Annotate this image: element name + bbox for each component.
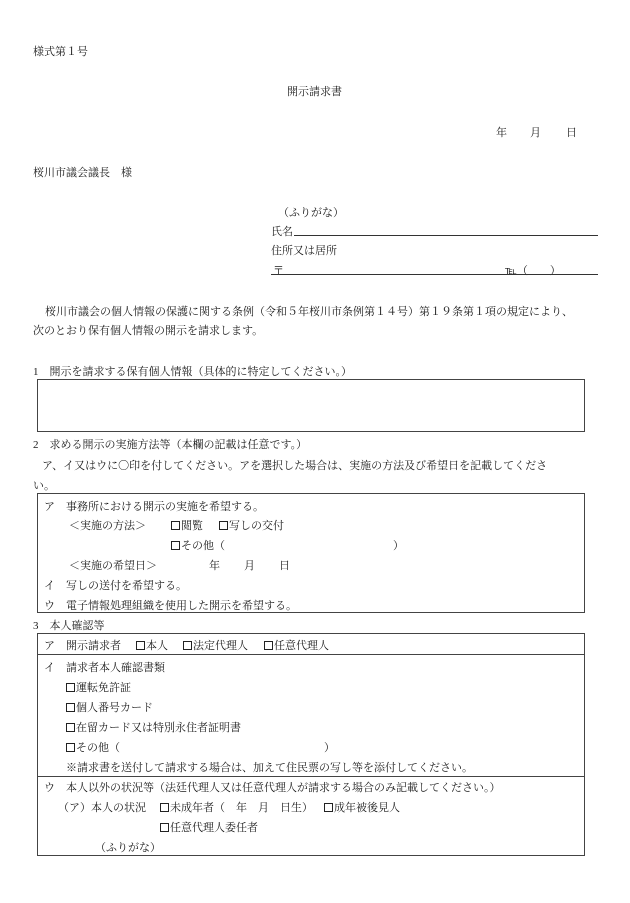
desired-date-label: ＜実施の希望日＞	[69, 560, 157, 572]
section-2-note-line-1: ア、イ又はウに〇印を付してください。アを選択した場合は、実施の方法及び希望日を記載してくださ	[42, 460, 548, 472]
copy-checkbox[interactable]	[219, 521, 228, 530]
minor-label: 未成年者（ 年 月 日生）	[170, 802, 313, 814]
applicant-furigana-label: （ふりがな）	[278, 207, 344, 219]
self-checkbox[interactable]	[136, 641, 145, 650]
residence-card-label: 在留カード又は特別永住者証明書	[76, 722, 241, 734]
non-self-status-label: ウ 本人以外の状況等（法廷代理人又は任意代理人が請求する場合のみ記載してください。）	[44, 782, 501, 794]
requester-proxy-option[interactable]	[264, 637, 329, 653]
license-label: 運転免許証	[76, 682, 131, 694]
intro-line-2: 次のとおり保有個人情報の開示を請求します。	[33, 325, 264, 337]
intro-line-1: 桜川市議会の個人情報の保護に関する条例（令和５年桜川市条例第１４号）第１９条第１項の規定により、	[45, 306, 573, 318]
applicant-name-field[interactable]	[294, 235, 598, 236]
doc-mynumber-option[interactable]	[66, 699, 153, 715]
minor-checkbox[interactable]	[160, 803, 169, 812]
option-i-mail-copy[interactable]: イ 写しの送付を希望する。	[44, 580, 187, 592]
option-u-electronic[interactable]: ウ 電子情報処理組織を使用した開示を希望する。	[44, 600, 297, 612]
mail-attachment-note: ※請求書を送付して請求する場合は、加えて住民票の写し等を添付してください。	[66, 762, 473, 774]
license-checkbox[interactable]	[66, 683, 75, 692]
requester-legal-option[interactable]	[183, 637, 248, 653]
id-docs-label: イ 請求者本人確認書類	[44, 662, 165, 674]
proxy-checkbox[interactable]	[264, 641, 273, 650]
residence-card-checkbox[interactable]	[66, 723, 75, 732]
view-label: 閲覧	[181, 520, 203, 532]
other-doc-checkbox[interactable]	[66, 743, 75, 752]
date-year-label: 年	[496, 127, 507, 139]
other-doc-label: その他（	[76, 742, 120, 754]
status-minor-option[interactable]	[160, 799, 313, 815]
status-adult-ward-option[interactable]	[324, 799, 400, 815]
view-checkbox[interactable]	[171, 521, 180, 530]
doc-other-option[interactable]	[66, 739, 120, 755]
section-2-heading: 2 求める開示の実施方法等（本欄の記載は任意です。）	[33, 439, 308, 451]
method-copy-option[interactable]	[219, 517, 284, 533]
section-3-heading: 3 本人確認等	[33, 620, 105, 632]
date-month-label: 月	[530, 127, 541, 139]
proxy-delegator-checkbox[interactable]	[160, 823, 169, 832]
option-a-office-disclosure[interactable]: ア 事務所における開示の実施を希望する。	[44, 501, 264, 513]
doc-residence-option[interactable]	[66, 719, 241, 735]
form-number: 様式第１号	[33, 46, 88, 58]
tel-label: ℡（ ）	[505, 265, 561, 277]
desired-year-label: 年	[209, 560, 220, 572]
method-view-option[interactable]	[171, 517, 203, 533]
page-title: 開示請求書	[287, 86, 342, 98]
method-other-option[interactable]	[171, 537, 225, 553]
other-method-close-paren: ）	[393, 540, 404, 552]
section-2-note-line-2: い。	[33, 480, 55, 492]
desired-month-label: 月	[244, 560, 255, 572]
principal-status-label: （ア）本人の状況	[58, 802, 146, 814]
mynumber-checkbox[interactable]	[66, 703, 75, 712]
date-day-label: 日	[566, 127, 577, 139]
section-1-heading: 1 開示を請求する保有個人情報（具体的に特定してください。）	[33, 366, 352, 378]
adult-ward-label: 成年被後見人	[334, 802, 400, 814]
status-proxy-delegator-option[interactable]	[160, 819, 258, 835]
legal-rep-label: 法定代理人	[193, 640, 248, 652]
requested-info-field[interactable]	[37, 379, 585, 432]
applicant-name-label: 氏名	[271, 226, 293, 238]
mynumber-label: 個人番号カード	[76, 702, 153, 714]
desired-day-label: 日	[279, 560, 290, 572]
self-label: 本人	[146, 640, 168, 652]
section-3-divider-1	[37, 654, 585, 655]
other-doc-close-paren: ）	[324, 742, 335, 754]
applicant-address-field[interactable]	[271, 274, 598, 275]
proxy-label: 任意代理人	[274, 640, 329, 652]
requester-self-option[interactable]	[136, 637, 168, 653]
copy-label: 写しの交付	[229, 520, 284, 532]
proxy-delegator-label: 任意代理人委任者	[170, 822, 258, 834]
section-3-divider-2	[37, 776, 585, 777]
method-label: ＜実施の方法＞	[69, 520, 146, 532]
requester-type-label: ア 開示請求者	[44, 640, 121, 652]
other-method-checkbox[interactable]	[171, 541, 180, 550]
postal-mark: 〒	[273, 265, 284, 277]
addressee: 桜川市議会議長 様	[33, 167, 132, 179]
principal-furigana-label: （ふりがな）	[95, 842, 161, 854]
legal-rep-checkbox[interactable]	[183, 641, 192, 650]
other-method-label: その他（	[181, 540, 225, 552]
doc-license-option[interactable]	[66, 679, 131, 695]
adult-ward-checkbox[interactable]	[324, 803, 333, 812]
applicant-address-label: 住所又は居所	[271, 245, 337, 257]
